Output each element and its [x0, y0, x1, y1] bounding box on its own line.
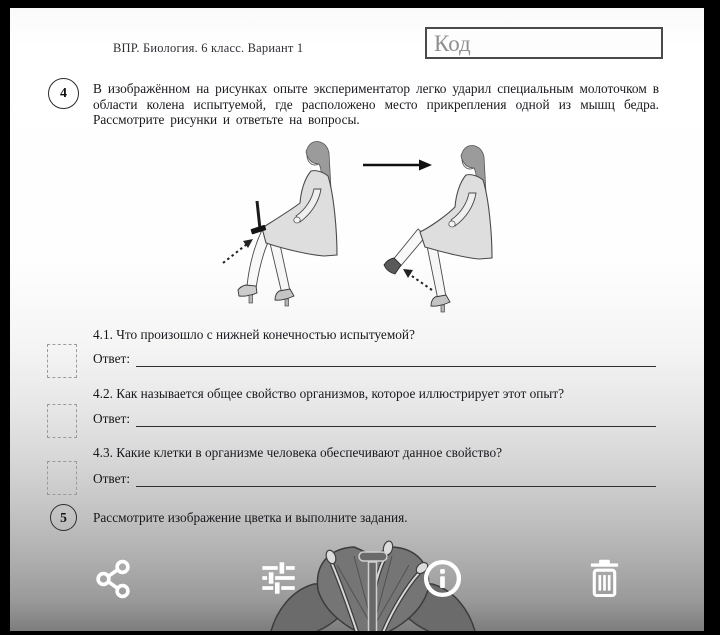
info-icon — [422, 558, 463, 599]
delete-button[interactable] — [580, 554, 628, 602]
document-header-title: ВПР. Биология. 6 класс. Вариант 1 — [113, 41, 304, 55]
seated-woman-after — [384, 145, 492, 312]
answer-label-4-3: Ответ: — [93, 471, 131, 486]
reflex-hammer-icon — [250, 201, 266, 235]
info-button[interactable] — [418, 554, 466, 602]
score-box-4-1 — [47, 344, 77, 378]
score-box-4-2 — [47, 404, 77, 438]
document-photo[interactable] — [10, 8, 704, 631]
answer-blank-line-4-2 — [136, 412, 656, 427]
reflex-experiment-figure — [213, 139, 525, 317]
answer-row-4-2 — [93, 411, 656, 427]
tune-icon — [260, 561, 297, 595]
dotted-arrow-to-knee-icon — [223, 239, 253, 263]
question-5-text: Рассмотрите изображение цветка и выполните задания. — [93, 510, 408, 525]
code-field-box — [425, 27, 663, 59]
answer-row-4-1 — [93, 351, 656, 367]
seated-woman-before — [238, 141, 337, 306]
question-4-1-text: 4.1. Что произошло с нижней конечностью испытуемой? — [93, 327, 415, 342]
answer-blank-line-4-1 — [136, 352, 656, 367]
code-field-label: Код — [434, 31, 471, 56]
share-button[interactable] — [89, 555, 137, 603]
share-icon — [95, 559, 132, 599]
question-4-number: 4 — [48, 78, 79, 109]
dotted-arrow-to-foot-icon — [403, 269, 432, 290]
answer-blank-line-4-3 — [136, 472, 656, 487]
answer-label-4-1: Ответ: — [93, 351, 131, 366]
right-arrow-icon — [363, 160, 432, 171]
question-4-3-text: 4.3. Какие клетки в организме человека обеспечивают данное свойство? — [93, 445, 503, 460]
answer-label-4-2: Ответ: — [93, 411, 131, 426]
answer-row-4-3 — [93, 471, 656, 487]
question-5-number: 5 — [50, 504, 77, 531]
trash-icon — [587, 558, 622, 598]
question-4-text: В изображённом на рисунках опыте экспериментатор легко ударил специальным молоточком в области колена испытуемой, где расположено место прикрепления одной из мышц бедра. Рассмотрите рисунки и ответьте на вопросы. — [93, 81, 659, 128]
edit-button[interactable] — [254, 554, 302, 602]
question-4-2-text: 4.2. Как называется общее свойство организмов, которое иллюстрирует этот опыт? — [93, 386, 565, 401]
score-box-4-3 — [47, 461, 77, 495]
